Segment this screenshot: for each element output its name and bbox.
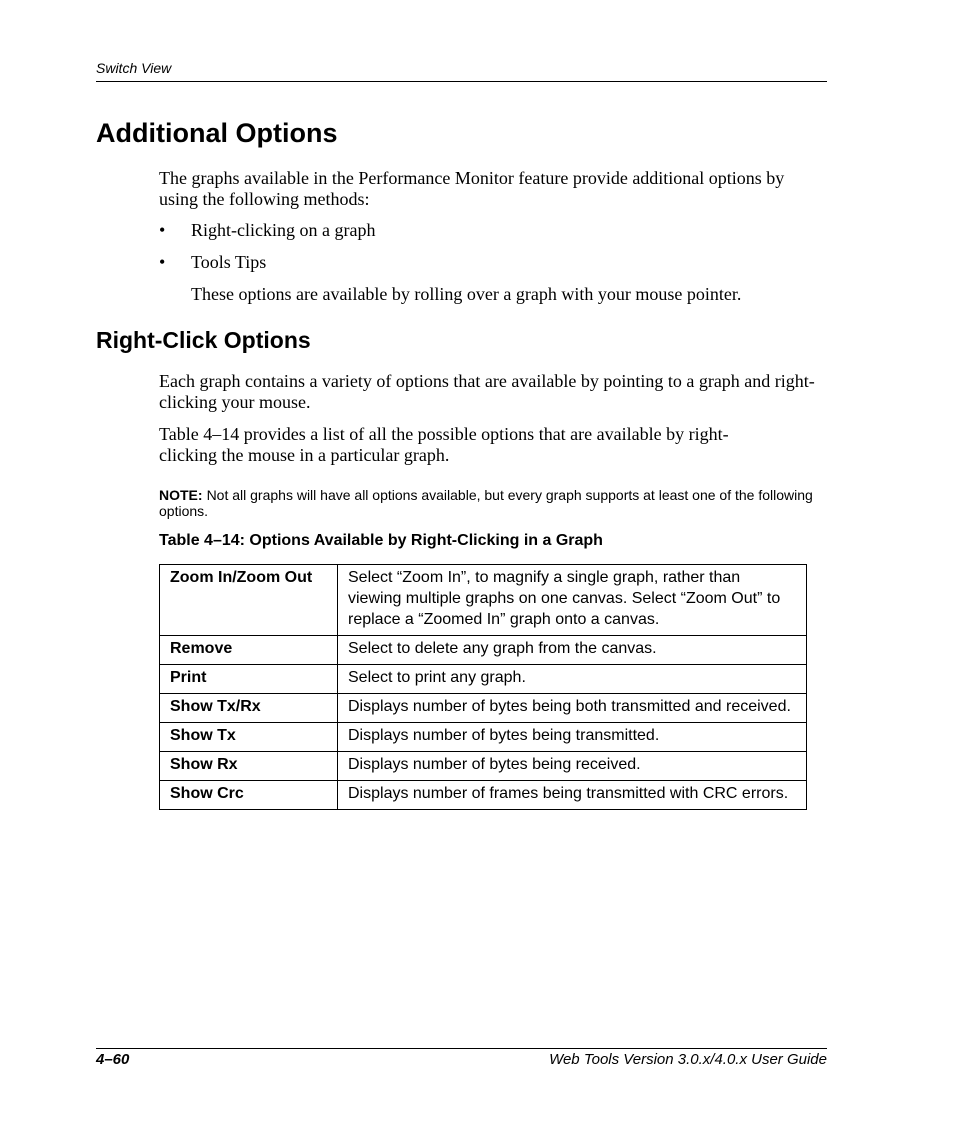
option-description: Displays number of bytes being both transmitted and received. <box>338 694 807 723</box>
table-row <box>160 781 807 810</box>
table-row <box>160 665 807 694</box>
option-name: Zoom In/Zoom Out <box>160 565 338 636</box>
table-row <box>160 636 807 665</box>
table-caption: Table 4–14: Options Available by Right-Clicking in a Graph <box>159 532 603 549</box>
table-row <box>160 752 807 781</box>
option-description: Select “Zoom In”, to magnify a single graph, rather than viewing multiple graphs on one canvas. Select “Zoom Out” to replace a “Zoomed In” graph onto a canvas. <box>338 565 807 636</box>
footer-rule <box>96 1048 827 1049</box>
table-row <box>160 723 807 752</box>
note-label: NOTE: <box>159 487 203 503</box>
option-name: Show Tx/Rx <box>160 694 338 723</box>
option-description: Displays number of bytes being transmitted. <box>338 723 807 752</box>
note <box>159 487 827 519</box>
tooltip-description: These options are available by rolling over a graph with your mouse pointer. <box>191 284 742 304</box>
body-paragraph-1: Each graph contains a variety of options that are available by pointing to a graph and right-clicking your mouse. <box>159 371 815 412</box>
note-text: Not all graphs will have all options available, but every graph supports at least one of the following options. <box>159 487 813 519</box>
header-rule <box>96 81 827 82</box>
table-row <box>160 565 807 636</box>
option-description: Select to print any graph. <box>338 665 807 694</box>
bullet-item-tool-tips: Tools Tips <box>191 252 267 272</box>
table-row <box>160 694 807 723</box>
option-name: Print <box>160 665 338 694</box>
option-name: Show Crc <box>160 781 338 810</box>
page-title: Additional Options <box>96 118 338 148</box>
option-name: Remove <box>160 636 338 665</box>
option-description: Displays number of bytes being received. <box>338 752 807 781</box>
section-heading: Right-Click Options <box>96 327 311 353</box>
body-paragraph-2: Table 4–14 provides a list of all the possible options that are available by right-clicking the mouse in a particular graph. <box>159 424 729 465</box>
bullet-marker: • <box>159 252 166 272</box>
bullet-item-right-click: Right-clicking on a graph <box>191 220 376 240</box>
option-name: Show Tx <box>160 723 338 752</box>
option-description: Select to delete any graph from the canvas. <box>338 636 807 665</box>
document-title: Web Tools Version 3.0.x/4.0.x User Guide <box>549 1051 827 1068</box>
options-table <box>159 564 807 810</box>
intro-paragraph: The graphs available in the Performance Monitor feature provide additional options by using the following methods: <box>159 168 785 209</box>
page-number: 4–60 <box>96 1051 130 1068</box>
option-name: Show Rx <box>160 752 338 781</box>
running-header: Switch View <box>96 60 172 76</box>
option-description: Displays number of frames being transmitted with CRC errors. <box>338 781 807 810</box>
bullet-marker: • <box>159 220 166 240</box>
